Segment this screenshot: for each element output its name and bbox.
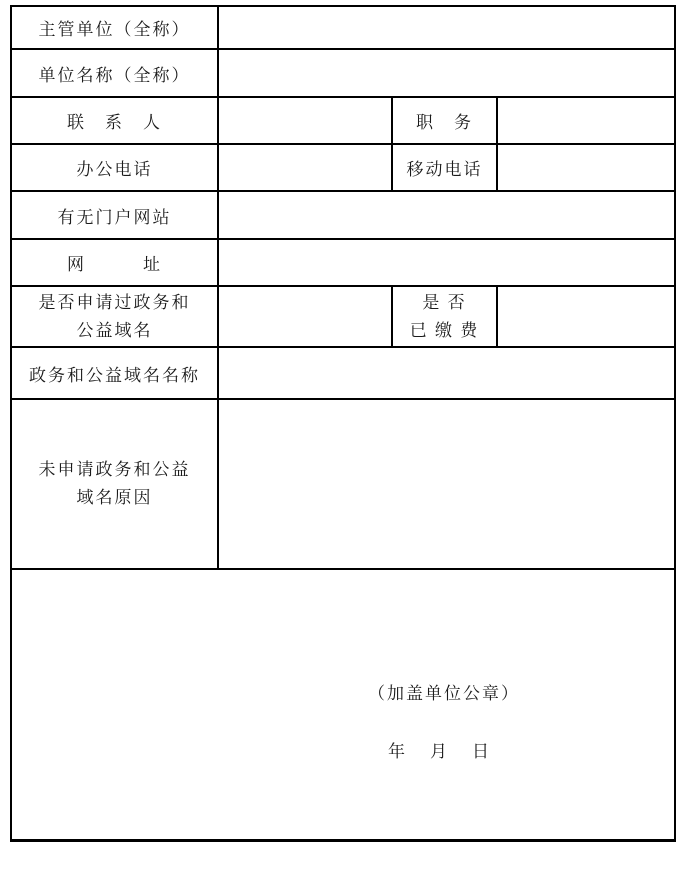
no-apply-reason-label-line2: 域名原因 bbox=[76, 488, 153, 507]
no-apply-reason-label-line1: 未申请政务和公益 bbox=[38, 460, 191, 479]
fee-paid-value-cell[interactable] bbox=[497, 286, 675, 347]
applied-gov-domain-value-cell[interactable] bbox=[218, 286, 392, 347]
position-value-cell[interactable] bbox=[497, 97, 675, 144]
contact-person-label: 联 系 人 bbox=[11, 97, 218, 144]
signature-area bbox=[16, 571, 670, 838]
no-apply-reason-label bbox=[11, 399, 218, 569]
office-phone-value-cell[interactable] bbox=[218, 144, 392, 191]
website-url-value-cell[interactable] bbox=[218, 239, 675, 286]
has-portal-site-label: 有无门户网站 bbox=[11, 191, 218, 239]
fee-paid-label-line1: 是 否 bbox=[422, 292, 467, 312]
applied-gov-domain-label-line2: 公益域名 bbox=[76, 320, 153, 340]
fee-paid-label-line2: 已 缴 费 bbox=[409, 320, 480, 340]
has-portal-site-value-cell[interactable] bbox=[218, 191, 675, 239]
mobile-phone-value-cell[interactable] bbox=[497, 144, 675, 191]
applied-gov-domain-label bbox=[11, 286, 218, 347]
no-apply-reason-value-cell[interactable] bbox=[218, 399, 675, 569]
unit-name-value-cell[interactable] bbox=[218, 49, 675, 97]
application-form-table bbox=[10, 5, 676, 842]
seal-note-text: （加盖单位公章） bbox=[368, 683, 520, 703]
fee-paid-label bbox=[392, 286, 497, 347]
contact-person-value-cell[interactable] bbox=[218, 97, 392, 144]
applied-gov-domain-label-line1: 是否申请过政务和 bbox=[38, 292, 191, 312]
website-url-label: 网 址 bbox=[11, 239, 218, 286]
gov-domain-name-label: 政务和公益域名名称 bbox=[11, 347, 218, 399]
gov-domain-name-value-cell[interactable] bbox=[218, 347, 675, 399]
date-line-text: 年 月 日 bbox=[388, 741, 493, 761]
supervisor-unit-label: 主管单位（全称） bbox=[11, 6, 218, 49]
mobile-phone-label: 移动电话 bbox=[392, 144, 497, 191]
supervisor-unit-value-cell[interactable] bbox=[218, 6, 675, 49]
unit-name-label: 单位名称（全称） bbox=[11, 49, 218, 97]
office-phone-label: 办公电话 bbox=[11, 144, 218, 191]
seal-and-date-cell[interactable] bbox=[11, 569, 675, 840]
position-label: 职 务 bbox=[392, 97, 497, 144]
